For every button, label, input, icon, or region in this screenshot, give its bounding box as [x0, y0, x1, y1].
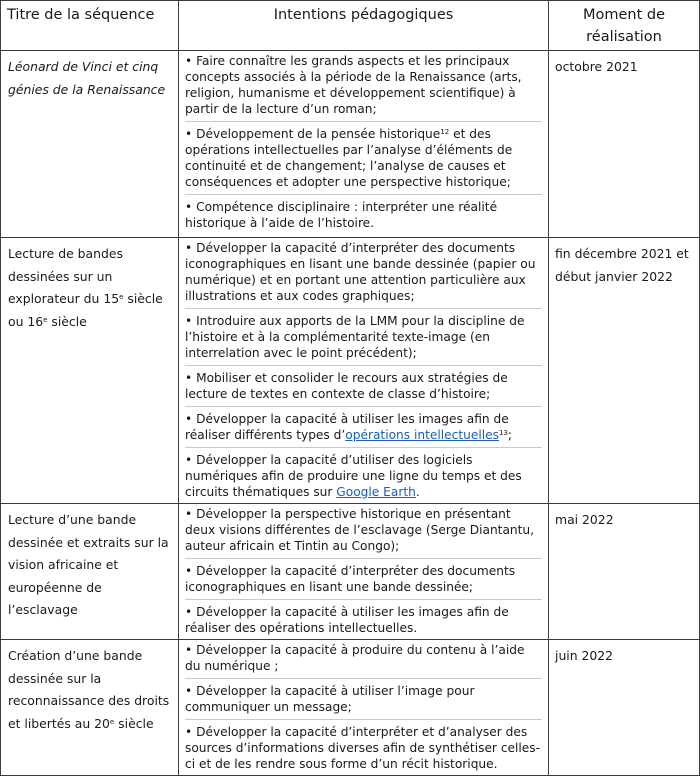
- intention-item: • Développer la capacité d’interpréter des documents iconographiques en lisant une bande dessinée (papier ou numérique) et en portant une attention particulière aux illustrations et aux codes graphiques;: [185, 241, 536, 303]
- moment-cell: juin 2022: [549, 640, 700, 776]
- intention-item: • Mobiliser et consolider le recours aux stratégies de lecture de textes en contexte de classe d’histoire;: [185, 365, 542, 402]
- moment-cell: fin décembre 2021 et début janvier 2022: [549, 238, 700, 504]
- intention-item: • Faire connaître les grands aspects et les principaux concepts associés à la période de la Renaissance (arts, religion, humanisme et développement scientifique) à partir de la lecture d’un roman;: [185, 54, 522, 116]
- header-moment: Moment de réalisation: [549, 1, 700, 51]
- intention-item: • Développer la capacité d’interpréter et d’analyser des sources d’informations diverses afin de synthétiser celles-ci et de les rendre sous forme d’un récit historique.: [185, 719, 542, 772]
- intention-item: • Développer la capacité d’interpréter des documents iconographiques en lisant une bande dessinée;: [185, 558, 542, 595]
- footnote-ref: 12: [440, 128, 450, 136]
- intentions-cell: [179, 51, 549, 238]
- intention-item: • Compétence disciplinaire : interpréter une réalité historique à l’aide de l’histoire.: [185, 194, 542, 231]
- intention-item: • Développer la capacité d’utiliser des logiciels numériques afin de produire une ligne du temps et des circuits thématiques sur Google Earth.: [185, 447, 542, 500]
- intention-item: • Développer la capacité à utiliser l’image pour communiquer un message;: [185, 678, 542, 715]
- moment-cell: mai 2022: [549, 504, 700, 640]
- header-intentions: Intentions pédagogiques: [179, 1, 549, 51]
- table-row: [1, 51, 700, 238]
- intention-item: • Développer la capacité à utiliser les images afin de réaliser différents types d’opérations intellectuelles$^{13}$;: [185, 406, 542, 443]
- intention-item: • Développement de la pensée historique$^{12}$ et des opérations intellectuelles par l’analyse d’éléments de continuité et de changement; l’analyse de causes et conséquences et adopter une perspective historique;: [185, 121, 542, 190]
- sequence-title: Création d’une bande dessinée sur la reconnaissance des droits et libertés au 20e siècle: [1, 640, 179, 776]
- moment-cell: octobre 2021: [549, 51, 700, 238]
- intentions-cell: [179, 640, 549, 776]
- sequence-title: Lecture d’une bande dessinée et extraits sur la vision africaine et européenne de l’esclavage: [1, 504, 179, 640]
- intentions-cell: [179, 504, 549, 640]
- operations-intellectuelles-link[interactable]: opérations intellectuelles: [345, 428, 499, 442]
- intention-item: • Développer la capacité à produire du contenu à l’aide du numérique ;: [185, 643, 525, 673]
- sequence-title: Léonard de Vinci et cinq génies de la Renaissance: [1, 51, 179, 238]
- intention-item: • Développer la capacité à utiliser les images afin de réaliser des opérations intellectuelles.: [185, 599, 542, 636]
- intention-item: • Développer la perspective historique en présentant deux visions différentes de l’esclavage (Serge Diantantu, auteur africain et Tintin au Congo);: [185, 507, 535, 553]
- intentions-cell: [179, 238, 549, 504]
- header-row: [1, 1, 700, 51]
- table-row: [1, 640, 700, 776]
- google-earth-link[interactable]: Google Earth: [336, 485, 416, 499]
- footnote-ref: 13: [498, 429, 508, 437]
- table-row: [1, 238, 700, 504]
- sequence-title: Lecture de bandes dessinées sur un explorateur du 15e siècle ou 16e siècle: [1, 238, 179, 504]
- table-row: [1, 504, 700, 640]
- intention-item: • Introduire aux apports de la LMM pour la discipline de l’histoire et à la complémentarité texte-image (en interrelation avec le point précédent);: [185, 308, 542, 361]
- header-title: Titre de la séquence: [1, 1, 179, 51]
